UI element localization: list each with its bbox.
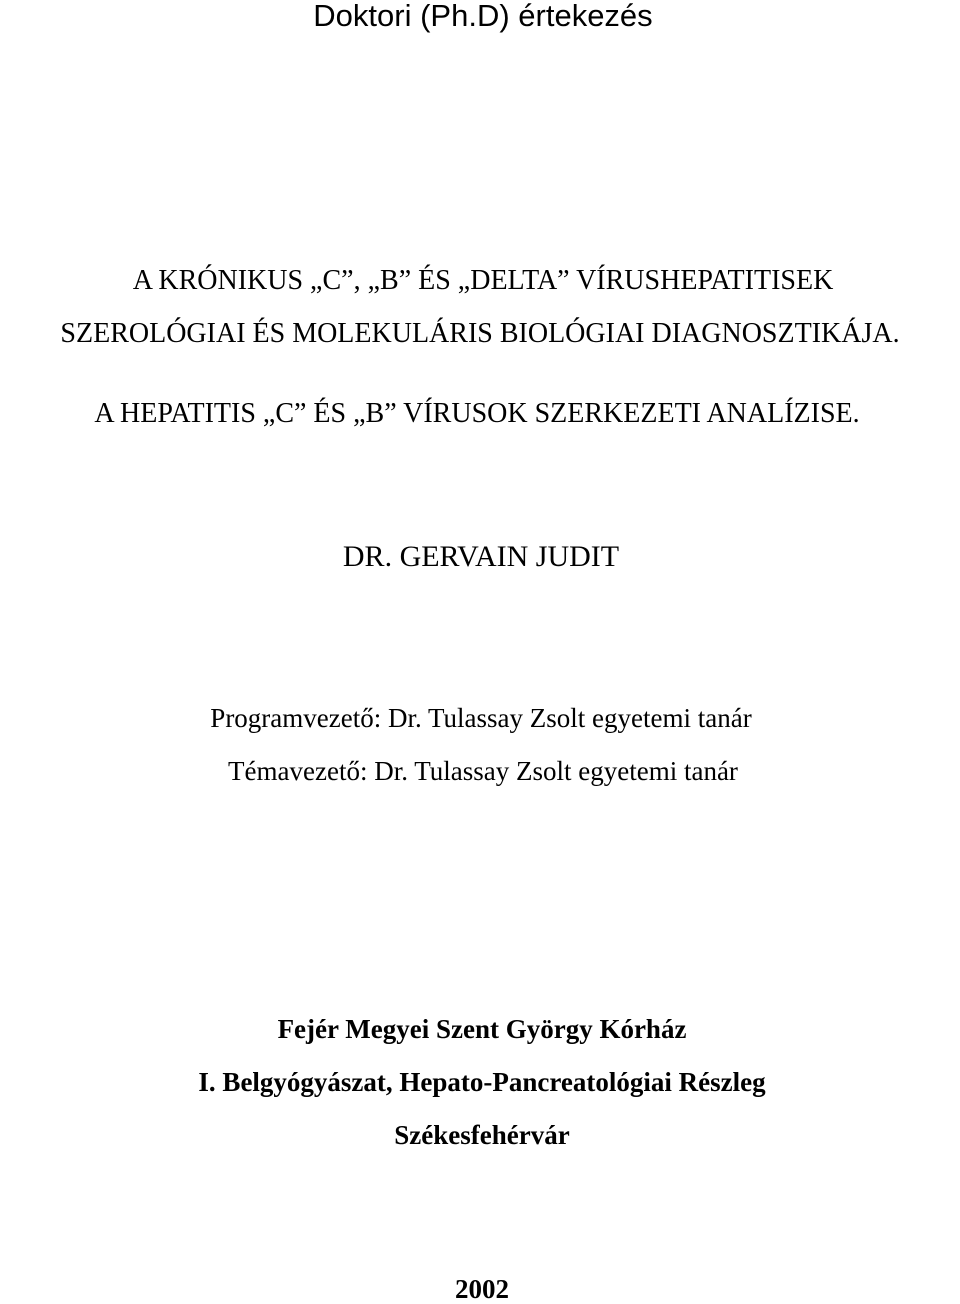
- institution-hospital: Fejér Megyei Szent György Kórház: [277, 1014, 687, 1044]
- document-type-heading: Doktori (Ph.D) értekezés: [313, 0, 653, 33]
- institution-city: Székesfehérvár: [394, 1120, 570, 1150]
- publication-year: 2002: [455, 1274, 509, 1304]
- author-name: DR. GERVAIN JUDIT: [342, 540, 620, 573]
- thesis-title-line-3: A HEPATITIS „C” ÉS „B” VÍRUSOK SZERKEZETI ANALÍZISE.: [94, 398, 860, 429]
- thesis-title-line-2: SZEROLÓGIAI ÉS MOLEKULÁRIS BIOLÓGIAI DIAGNOSZTIKÁJA.: [60, 318, 900, 349]
- institution-department: I. Belgyógyászat, Hepato-Pancreatológiai Részleg: [198, 1067, 766, 1097]
- topic-leader: Témavezető: Dr. Tulassay Zsolt egyetemi tanár: [228, 756, 738, 786]
- program-leader: Programvezető: Dr. Tulassay Zsolt egyetemi tanár: [210, 703, 752, 733]
- thesis-title-line-1: A KRÓNIKUS „C”, „B” ÉS „DELTA” VÍRUSHEPATITISEK: [132, 265, 834, 296]
